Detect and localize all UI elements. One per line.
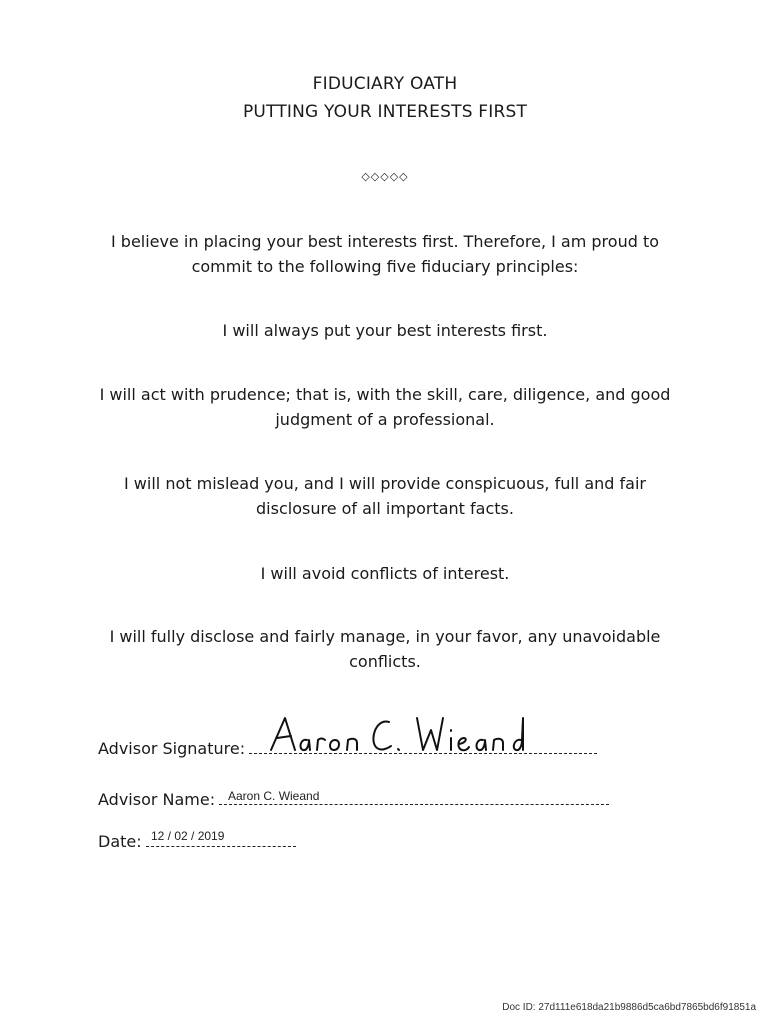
diamond-ornament-icon: ◇◇◇◇◇ — [361, 170, 409, 183]
intro-paragraph: I believe in placing your best interests first. Therefore, I am proud to commit to the following five fiduciary principles: — [110, 232, 660, 276]
principle-5: I will fully disclose and fairly manage, in your favor, any unavoidable conflicts. — [109, 627, 661, 671]
document-title: FIDUCIARY OATH — [312, 74, 458, 94]
handwritten-signature — [265, 712, 535, 762]
advisor-name-field[interactable] — [98, 790, 609, 809]
advisor-name-value: Aaron C. Wieand — [228, 789, 320, 803]
principle-4: I will avoid conflicts of interest. — [260, 564, 510, 583]
document-subtitle: PUTTING YOUR INTERESTS FIRST — [242, 102, 528, 122]
principle-1: I will always put your best interests first. — [222, 321, 548, 340]
date-value: 12 / 02 / 2019 — [151, 829, 225, 843]
principle-3: I will not mislead you, and I will provide conspicuous, full and fair disclosure of all important facts. — [124, 474, 646, 518]
advisor-name-label: Advisor Name: — [98, 790, 216, 809]
date-label: Date: — [98, 832, 142, 851]
principle-2: I will act with prudence; that is, with the skill, care, diligence, and good judgment of a professional. — [99, 385, 671, 429]
signature-label: Advisor Signature: — [98, 739, 246, 758]
doc-id: Doc ID: 27d111e618da21b9886d5ca6bd7865bd6f91851a — [502, 1002, 756, 1013]
